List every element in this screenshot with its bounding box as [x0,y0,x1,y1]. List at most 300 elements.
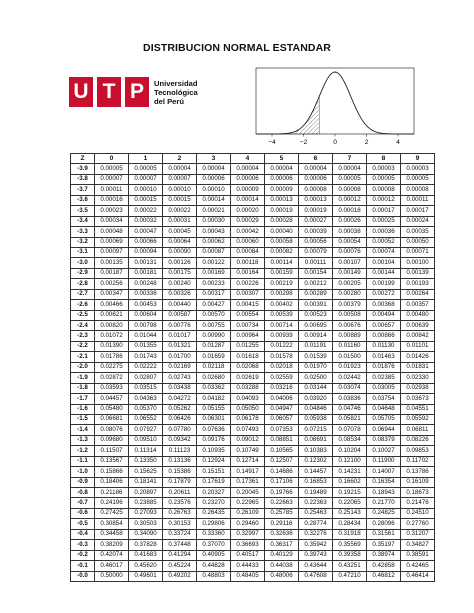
z-value-cell: -1.4 [71,425,95,435]
z-value-cell: -2.2 [71,341,95,351]
table-row [71,279,435,289]
x-tick-label-2: 0 [333,139,337,146]
z-value-cell: -2.5 [71,310,95,320]
probability-cell: 0.10383 [299,446,333,456]
probability-cell: 0.17619 [197,477,231,487]
probability-cell: 0.31918 [333,529,367,539]
table-row [71,383,435,393]
probability-cell: 0.03673 [401,394,435,404]
column-header: 7 [333,154,367,164]
z-value-cell: -3.8 [71,174,95,184]
probability-cell: 0.00015 [129,195,163,205]
probability-cell: 0.24825 [367,508,401,518]
x-axis-ticks [272,134,398,137]
utp-logo [69,77,219,111]
probability-cell: 0.00008 [299,185,333,195]
probability-cell: 0.23885 [129,498,163,508]
probability-cell: 0.01659 [197,352,231,362]
table-row [71,195,435,205]
probability-cell: 0.01044 [129,331,163,341]
column-header: 0 [95,154,129,164]
probability-cell: 0.05938 [299,414,333,424]
z-value-cell: -3.4 [71,216,95,226]
probability-cell: 0.05592 [401,414,435,424]
probability-cell: 0.19766 [265,488,299,498]
probability-cell: 0.00181 [129,268,163,278]
z-value-cell: -0.1 [71,561,95,571]
probability-cell: 0.03288 [231,383,265,393]
probability-cell: 0.00317 [197,289,231,299]
z-value-cell: -0.8 [71,488,95,498]
probability-cell: 0.20897 [129,488,163,498]
probability-cell: 0.00114 [265,258,299,268]
z-value-cell: -3.5 [71,206,95,216]
probability-cell: 0.02442 [333,373,367,383]
probability-cell: 0.01426 [401,352,435,362]
table-row [71,237,435,247]
probability-cell: 0.05821 [333,414,367,424]
table-row [71,425,435,435]
probability-cell: 0.00007 [129,174,163,184]
probability-cell: 0.47210 [333,571,367,581]
probability-cell: 0.29116 [265,519,299,529]
probability-cell: 0.00100 [401,258,435,268]
probability-cell: 0.04272 [163,394,197,404]
probability-cell: 0.46017 [95,561,129,571]
probability-cell: 0.00082 [265,247,299,257]
probability-cell: 0.00554 [231,310,265,320]
probability-cell: 0.01287 [197,341,231,351]
z-value-cell: -0.9 [71,477,95,487]
probability-cell: 0.00193 [401,279,435,289]
z-value-cell: -1.7 [71,394,95,404]
z-value-cell: -1.1 [71,456,95,466]
column-header: 8 [367,154,401,164]
probability-cell: 0.30153 [163,519,197,529]
probability-cell: 0.06681 [95,414,129,424]
probability-cell: 0.27760 [401,519,435,529]
probability-cell: 0.05705 [367,414,401,424]
probability-cell: 0.01539 [299,352,333,362]
probability-cell: 0.16109 [401,477,435,487]
probability-cell: 0.14457 [299,467,333,477]
probability-cell: 0.00326 [163,289,197,299]
column-header: 6 [299,154,333,164]
probability-cell: 0.04182 [197,394,231,404]
probability-cell: 0.29460 [231,519,265,529]
probability-cell: 0.05262 [163,404,197,414]
probability-cell: 0.00964 [231,331,265,341]
probability-cell: 0.00009 [265,185,299,195]
probability-cell: 0.25785 [265,508,299,518]
probability-cell: 0.38209 [95,540,129,550]
z-value-cell: -3.6 [71,195,95,205]
z-value-cell: -0.5 [71,519,95,529]
probability-cell: 0.10027 [367,446,401,456]
table-row [71,206,435,216]
probability-cell: 0.00820 [95,321,129,331]
probability-cell: 0.24196 [95,498,129,508]
probability-cell: 0.01222 [265,341,299,351]
probability-cell: 0.22065 [333,498,367,508]
z-value-cell: -0.4 [71,529,95,539]
probability-cell: 0.01463 [367,352,401,362]
probability-cell: 0.01160 [333,341,367,351]
probability-cell: 0.01355 [129,341,163,351]
probability-cell: 0.07215 [299,425,333,435]
table-row [71,456,435,466]
probability-cell: 0.00004 [197,164,231,174]
probability-cell: 0.02169 [163,362,197,372]
probability-cell: 0.03144 [299,383,333,393]
probability-cell: 0.24510 [401,508,435,518]
probability-cell: 0.00050 [401,237,435,247]
probability-cell: 0.48405 [231,571,265,581]
probability-cell: 0.19215 [333,488,367,498]
probability-cell: 0.00010 [197,185,231,195]
table-row [71,394,435,404]
probability-cell: 0.02275 [95,362,129,372]
probability-cell: 0.00149 [333,268,367,278]
probability-cell: 0.00391 [299,300,333,310]
probability-cell: 0.00066 [129,237,163,247]
probability-cell: 0.36693 [231,540,265,550]
probability-cell: 0.18141 [129,477,163,487]
probability-cell: 0.20327 [197,488,231,498]
probability-cell: 0.42465 [401,561,435,571]
probability-cell: 0.00212 [299,279,333,289]
probability-cell: 0.19489 [299,488,333,498]
probability-cell: 0.03362 [197,383,231,393]
probability-cell: 0.00011 [401,195,435,205]
probability-cell: 0.00427 [197,300,231,310]
probability-cell: 0.00131 [129,258,163,268]
probability-cell: 0.29806 [197,519,231,529]
probability-cell: 0.22363 [299,498,333,508]
probability-cell: 0.00357 [401,300,435,310]
probability-cell: 0.20611 [163,488,197,498]
probability-cell: 0.08226 [401,435,435,445]
probability-cell: 0.00016 [95,195,129,205]
probability-cell: 0.47608 [299,571,333,581]
probability-cell: 0.17879 [163,477,197,487]
table-row [71,174,435,184]
probability-cell: 0.32997 [231,529,265,539]
probability-cell: 0.02068 [231,362,265,372]
probability-cell: 0.18673 [401,488,435,498]
probability-cell: 0.34827 [401,540,435,550]
z-value-cell: -0.7 [71,498,95,508]
probability-cell: 0.00087 [197,247,231,257]
z-value-cell: -2.0 [71,362,95,372]
column-header: 9 [401,154,435,164]
probability-cell: 0.00014 [197,195,231,205]
probability-cell: 0.00280 [333,289,367,299]
probability-cell: 0.00914 [299,331,333,341]
probability-cell: 0.00030 [197,216,231,226]
z-value-cell: -0.0 [71,571,95,581]
probability-cell: 0.00034 [95,216,129,226]
probability-cell: 0.01786 [95,352,129,362]
table-row [71,268,435,278]
shaded-tail [256,96,319,134]
probability-cell: 0.01500 [333,352,367,362]
probability-cell: 0.00889 [333,331,367,341]
probability-cell: 0.04363 [129,394,163,404]
probability-cell: 0.00036 [367,227,401,237]
probability-cell: 0.00003 [401,164,435,174]
z-value-cell: -2.4 [71,321,95,331]
probability-cell: 0.14007 [367,467,401,477]
column-header: Z [71,154,95,164]
logo-line-3: del Perú [154,97,184,106]
probability-cell: 0.34458 [95,529,129,539]
probability-cell: 0.00076 [333,247,367,257]
probability-cell: 0.00010 [129,185,163,195]
probability-cell: 0.00021 [197,206,231,216]
probability-cell: 0.00010 [163,185,197,195]
probability-cell: 0.00022 [129,206,163,216]
probability-cell: 0.00453 [129,300,163,310]
probability-cell: 0.10204 [333,446,367,456]
table-row [71,519,435,529]
probability-cell: 0.34090 [129,529,163,539]
probability-cell: 0.05155 [197,404,231,414]
probability-cell: 0.00084 [231,247,265,257]
probability-cell: 0.01578 [265,352,299,362]
probability-cell: 0.30503 [129,519,163,529]
column-header: 5 [265,154,299,164]
probability-cell: 0.17361 [231,477,265,487]
probability-cell: 0.00111 [299,258,333,268]
probability-cell: 0.01700 [163,352,197,362]
probability-cell: 0.35942 [299,540,333,550]
probability-cell: 0.00219 [265,279,299,289]
probability-cell: 0.01017 [163,331,197,341]
probability-cell: 0.03593 [95,383,129,393]
probability-cell: 0.44433 [231,561,265,571]
probability-cell: 0.11702 [401,456,435,466]
probability-cell: 0.00587 [163,310,197,320]
probability-cell: 0.15625 [129,467,163,477]
probability-cell: 0.00008 [333,185,367,195]
z-value-cell: -1.3 [71,435,95,445]
logo-line-2: Tecnológica [154,88,198,97]
probability-cell: 0.00480 [401,310,435,320]
probability-cell: 0.23270 [197,498,231,508]
page-title: DISTRIBUCION NORMAL ESTANDAR [143,42,331,54]
curve-frame [256,68,414,134]
probability-cell: 0.03515 [129,383,163,393]
probability-cell: 0.00032 [129,216,163,226]
probability-cell: 0.05050 [231,404,265,414]
z-value-cell: -3.1 [71,247,95,257]
probability-cell: 0.01970 [299,362,333,372]
probability-cell: 0.08691 [299,435,333,445]
probability-cell: 0.00154 [299,268,333,278]
z-value-cell: -1.8 [71,383,95,393]
probability-cell: 0.36317 [265,540,299,550]
probability-cell: 0.22663 [265,498,299,508]
probability-cell: 0.26763 [163,508,197,518]
probability-cell: 0.32636 [265,529,299,539]
probability-cell: 0.00004 [299,164,333,174]
probability-cell: 0.02500 [299,373,333,383]
probability-cell: 0.49202 [163,571,197,581]
z-value-cell: -1.2 [71,446,95,456]
probability-cell: 0.00272 [367,289,401,299]
probability-cell: 0.00755 [197,321,231,331]
probability-cell: 0.00347 [95,289,129,299]
probability-cell: 0.00466 [95,300,129,310]
probability-cell: 0.01101 [401,341,435,351]
z-value-cell: -2.8 [71,279,95,289]
probability-cell: 0.00017 [367,206,401,216]
probability-cell: 0.02619 [231,373,265,383]
probability-cell: 0.42074 [95,550,129,560]
probability-cell: 0.09680 [95,435,129,445]
probability-cell: 0.00298 [265,289,299,299]
probability-cell: 0.40517 [231,550,265,560]
probability-cell: 0.27093 [129,508,163,518]
probability-cell: 0.00240 [163,279,197,289]
probability-cell: 0.48803 [197,571,231,581]
logo-line-1: Universidad [154,79,198,88]
probability-cell: 0.32276 [299,529,333,539]
probability-cell: 0.15866 [95,467,129,477]
table-row [71,414,435,424]
probability-cell: 0.09012 [231,435,265,445]
probability-cell: 0.45620 [129,561,163,571]
probability-cell: 0.00004 [265,164,299,174]
z-value-cell: -2.6 [71,300,95,310]
probability-cell: 0.33724 [163,529,197,539]
probability-cell: 0.26435 [197,508,231,518]
probability-cell: 0.01618 [231,352,265,362]
probability-cell: 0.11900 [367,456,401,466]
probability-cell: 0.00205 [333,279,367,289]
probability-cell: 0.00494 [367,310,401,320]
probability-cell: 0.00714 [265,321,299,331]
probability-cell: 0.00695 [299,321,333,331]
probability-cell: 0.00025 [367,216,401,226]
bell-curve [256,72,414,134]
probability-cell: 0.00027 [299,216,333,226]
table-row [71,404,435,414]
probability-cell: 0.00035 [401,227,435,237]
table-row [71,561,435,571]
table-row [71,310,435,320]
probability-cell: 0.00031 [163,216,197,226]
probability-cell: 0.27425 [95,508,129,518]
probability-cell: 0.00570 [197,310,231,320]
probability-cell: 0.37448 [163,540,197,550]
probability-cell: 0.00094 [129,247,163,257]
probability-cell: 0.00144 [367,268,401,278]
probability-cell: 0.02680 [197,373,231,383]
probability-cell: 0.00040 [265,227,299,237]
probability-cell: 0.00006 [299,174,333,184]
probability-cell: 0.00368 [367,300,401,310]
table-row [71,341,435,351]
probability-cell: 0.10935 [197,446,231,456]
probability-cell: 0.25143 [333,508,367,518]
probability-cell: 0.15386 [163,467,197,477]
probability-cell: 0.06426 [163,414,197,424]
probability-cell: 0.00248 [129,279,163,289]
probability-cell: 0.00639 [401,321,435,331]
probability-cell: 0.04093 [231,394,265,404]
probability-cell: 0.03005 [367,383,401,393]
probability-cell: 0.00009 [231,185,265,195]
probability-cell: 0.18943 [367,488,401,498]
probability-cell: 0.33360 [197,529,231,539]
probability-cell: 0.39743 [299,550,333,560]
probability-cell: 0.00019 [265,206,299,216]
probability-cell: 0.00523 [299,310,333,320]
probability-cell: 0.10749 [231,446,265,456]
table-body [71,164,435,582]
probability-cell: 0.00226 [231,279,265,289]
probability-cell: 0.00004 [333,164,367,174]
probability-cell: 0.00028 [265,216,299,226]
table-row [71,446,435,456]
probability-cell: 0.00415 [231,300,265,310]
probability-cell: 0.00990 [197,331,231,341]
z-value-cell: -0.3 [71,540,95,550]
probability-cell: 0.00676 [333,321,367,331]
probability-cell: 0.00047 [129,227,163,237]
probability-cell: 0.06811 [401,425,435,435]
probability-cell: 0.40905 [197,550,231,560]
logo-text [154,79,198,106]
probability-cell: 0.00052 [367,237,401,247]
probability-cell: 0.03074 [333,383,367,393]
probability-cell: 0.12302 [299,456,333,466]
probability-cell: 0.03754 [367,394,401,404]
probability-cell: 0.01743 [129,352,163,362]
probability-cell: 0.01255 [231,341,265,351]
probability-cell: 0.00029 [231,216,265,226]
probability-cell: 0.00064 [163,237,197,247]
probability-cell: 0.00440 [163,300,197,310]
probability-cell: 0.00621 [95,310,129,320]
probability-cell: 0.00023 [95,206,129,216]
probability-cell: 0.02559 [265,373,299,383]
table-row [71,540,435,550]
probability-cell: 0.14917 [231,467,265,477]
probability-cell: 0.09853 [401,446,435,456]
table-row [71,529,435,539]
probability-cell: 0.06178 [231,414,265,424]
probability-cell: 0.00020 [231,206,265,216]
probability-cell: 0.12714 [231,456,265,466]
probability-cell: 0.00079 [299,247,333,257]
table-row [71,300,435,310]
probability-cell: 0.10565 [265,446,299,456]
probability-cell: 0.00798 [129,321,163,331]
probability-cell: 0.00842 [401,331,435,341]
probability-cell: 0.00004 [163,164,197,174]
probability-cell: 0.00139 [401,268,435,278]
normal-curve-figure [250,64,420,152]
z-value-cell: -3.9 [71,164,95,174]
probability-cell: 0.00336 [129,289,163,299]
table-row [71,289,435,299]
column-header: 2 [163,154,197,164]
probability-cell: 0.00539 [265,310,299,320]
z-value-cell: -3.0 [71,258,95,268]
